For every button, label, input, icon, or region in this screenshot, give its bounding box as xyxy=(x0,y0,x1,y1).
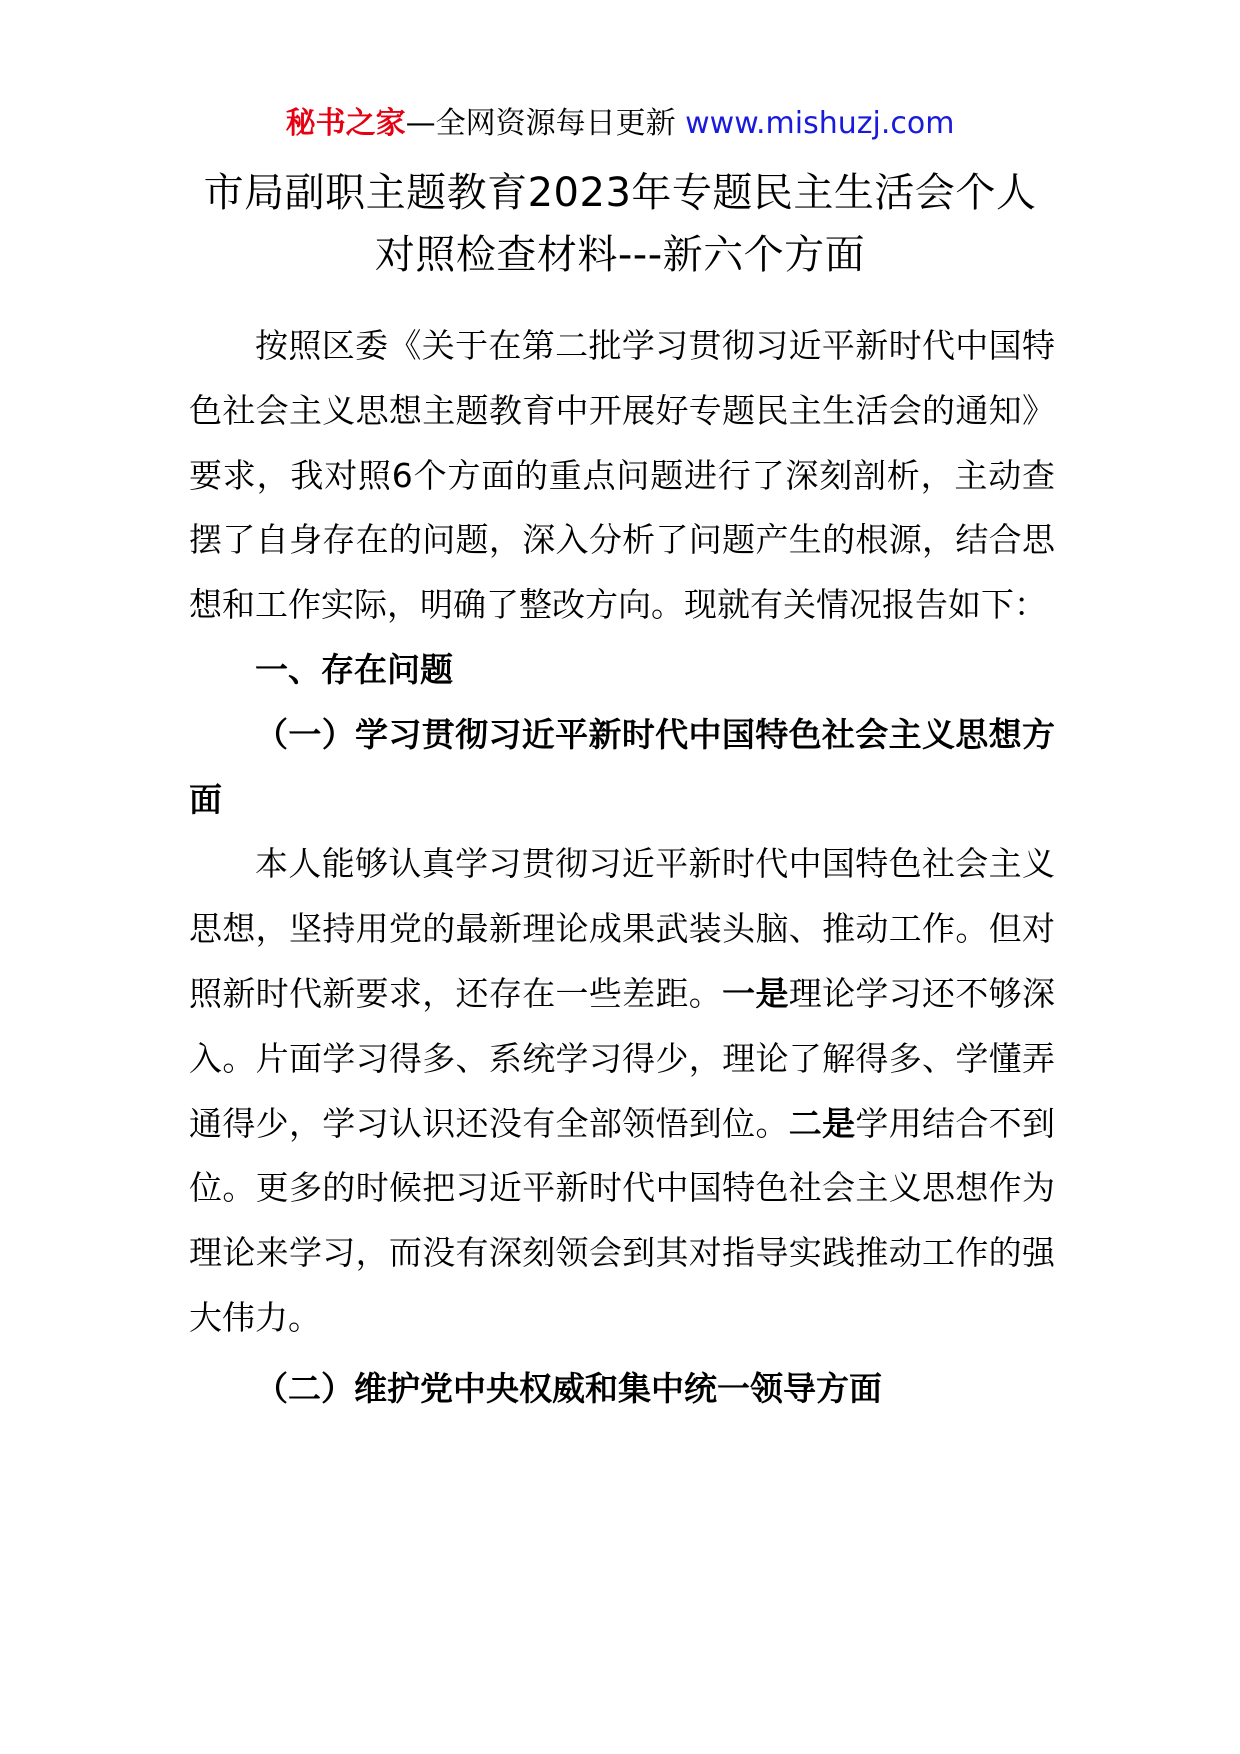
site-url-link[interactable]: www.mishuzj.com xyxy=(685,106,955,141)
header-tagline: —全网资源每日更新 xyxy=(405,106,686,141)
intro-paragraph: 按照区委《关于在第二批学习贯彻习近平新时代中国特色社会主义思想主题教育中开展好专题民主生活会的通知》要求，我对照6个方面的重点问题进行了深刻剖析，主动查摆了自身存在的问题，深入分析了问题产生的根源，结合思想和工作实际，明确了整改方向。现就有关情况报告如下： xyxy=(189,326,1055,625)
subsection-1-paragraph xyxy=(189,832,1055,1350)
paragraph-text-start: 本人能够认真学习贯彻习近平新时代中国特色社会主义思想，坚持用党的最新理论成果武装头脑、推动工作。但对照新时代新要求，还存在一些差距。 xyxy=(189,844,1055,1013)
site-header xyxy=(0,102,1240,146)
paragraph-text-end: 学用结合不到位。更多的时候把习近平新时代中国特色社会主义思想作为理论来学习，而没有深刻领会到其对指导实践推动工作的强大伟力。 xyxy=(189,1103,1056,1337)
point-marker-2: 二是 xyxy=(788,1103,856,1143)
title-line-1: 市局副职主题教育2023年专题民主生活会个人 xyxy=(203,170,1037,216)
point-marker-1: 一是 xyxy=(722,973,789,1013)
document-title xyxy=(160,162,1080,286)
subsection-heading-2: （二）维护党中央权威和集中统一领导方面 xyxy=(255,1368,882,1408)
document-body xyxy=(189,314,1055,1422)
section-heading-problems: 一、存在问题 xyxy=(255,649,453,689)
brand-name: 秘书之家 xyxy=(285,106,406,141)
title-line-2: 对照检查材料---新六个方面 xyxy=(374,232,866,278)
subsection-heading-1: （一）学习贯彻习近平新时代中国特色社会主义思想方面 xyxy=(189,714,1055,819)
paragraph-text-mid: 理论学习还不够深入。片面学习得多、系统学习得少，理论了解得多、学懂弄通得少，学习认识还没有全部领悟到位。 xyxy=(189,973,1056,1143)
